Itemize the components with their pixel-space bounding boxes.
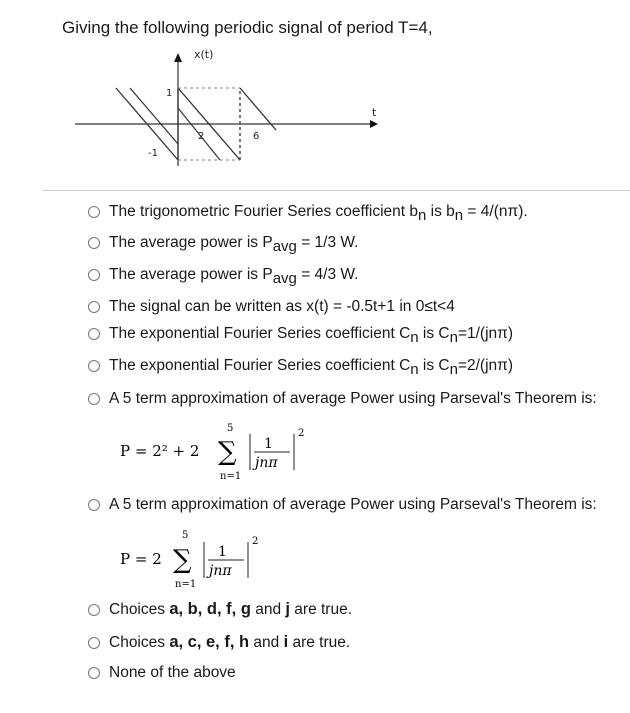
tick-label-2: 2 xyxy=(198,131,205,142)
option-text: The exponential Fourier Series coefficient Cn is Cn=1/(jnπ) xyxy=(109,325,514,346)
option-e[interactable] xyxy=(88,325,514,346)
fraction-numerator: 1 xyxy=(264,436,273,452)
radio-button[interactable] xyxy=(88,499,100,511)
option-text: The exponential Fourier Series coefficient Cn is Cn=2/(jnπ) xyxy=(109,357,514,378)
radio-button[interactable] xyxy=(88,237,100,249)
equation-1-graphic xyxy=(120,418,340,482)
option-text: A 5 term approximation of average Power using Parseval's Theorem is: xyxy=(109,390,597,407)
sum-upper: 5 xyxy=(182,530,189,541)
option-g[interactable] xyxy=(88,390,597,408)
radio-button[interactable] xyxy=(88,269,100,281)
radio-button[interactable] xyxy=(88,206,100,218)
y-axis-label: x(t) xyxy=(194,48,214,61)
signal-plot xyxy=(70,44,390,179)
equation-lhs: P = 2² + 2 xyxy=(120,442,200,460)
option-k[interactable] xyxy=(88,664,236,682)
option-text: The average power is Pavg = 1/3 W. xyxy=(109,234,359,255)
radio-button[interactable] xyxy=(88,328,100,340)
radio-button[interactable] xyxy=(88,360,100,372)
option-text: A 5 term approximation of average Power using Parseval's Theorem is: xyxy=(109,496,597,513)
option-text: The average power is Pavg = 4/3 W. xyxy=(109,266,359,287)
equation-lhs: P = 2 xyxy=(120,550,162,568)
y-axis-arrow xyxy=(174,53,182,62)
sum-sign: ∑ xyxy=(173,545,192,575)
tick-label-1: 1 xyxy=(166,88,173,99)
option-text: None of the above xyxy=(109,664,236,681)
sum-upper: 5 xyxy=(227,423,234,434)
radio-button[interactable] xyxy=(88,604,100,616)
option-text: The signal can be written as x(t) = -0.5t+1 in 0≤t<4 xyxy=(109,298,455,315)
radio-button[interactable] xyxy=(88,667,100,679)
sum-sign: ∑ xyxy=(218,437,237,467)
option-text: Choices a, b, d, f, g and j are true. xyxy=(109,600,353,618)
option-c[interactable] xyxy=(88,266,359,287)
radio-button[interactable] xyxy=(88,301,100,313)
option-h[interactable] xyxy=(88,496,597,514)
equation-1 xyxy=(120,418,340,486)
radio-button[interactable] xyxy=(88,393,100,405)
exponent: 2 xyxy=(252,536,259,547)
fraction-numerator: 1 xyxy=(218,544,227,560)
exponent: 2 xyxy=(298,428,305,439)
radio-button[interactable] xyxy=(88,637,100,649)
equation-2-graphic xyxy=(120,524,340,590)
option-a[interactable] xyxy=(88,203,528,224)
x-axis-label: t xyxy=(372,106,377,119)
option-i[interactable] xyxy=(88,600,352,619)
option-d[interactable] xyxy=(88,298,455,316)
option-j[interactable] xyxy=(88,633,350,652)
question-text: Giving the following periodic signal of period T=4, xyxy=(62,18,433,37)
fraction-denominator: jnπ xyxy=(255,455,278,471)
divider xyxy=(42,190,630,191)
x-axis-arrow xyxy=(370,120,378,128)
sum-lower: n=1 xyxy=(220,471,242,482)
tick-label-neg1: -1 xyxy=(148,148,158,159)
equation-2 xyxy=(120,524,340,594)
option-f[interactable] xyxy=(88,357,514,378)
option-text: Choices a, c, e, f, h and i are true. xyxy=(109,633,351,651)
option-b[interactable] xyxy=(88,234,359,255)
option-text: The trigonometric Fourier Series coefficient bn is bn = 4/(nπ). xyxy=(109,203,528,224)
sum-lower: n=1 xyxy=(175,579,197,590)
tick-label-6: 6 xyxy=(253,131,260,142)
fraction-denominator: jnπ xyxy=(209,563,232,579)
